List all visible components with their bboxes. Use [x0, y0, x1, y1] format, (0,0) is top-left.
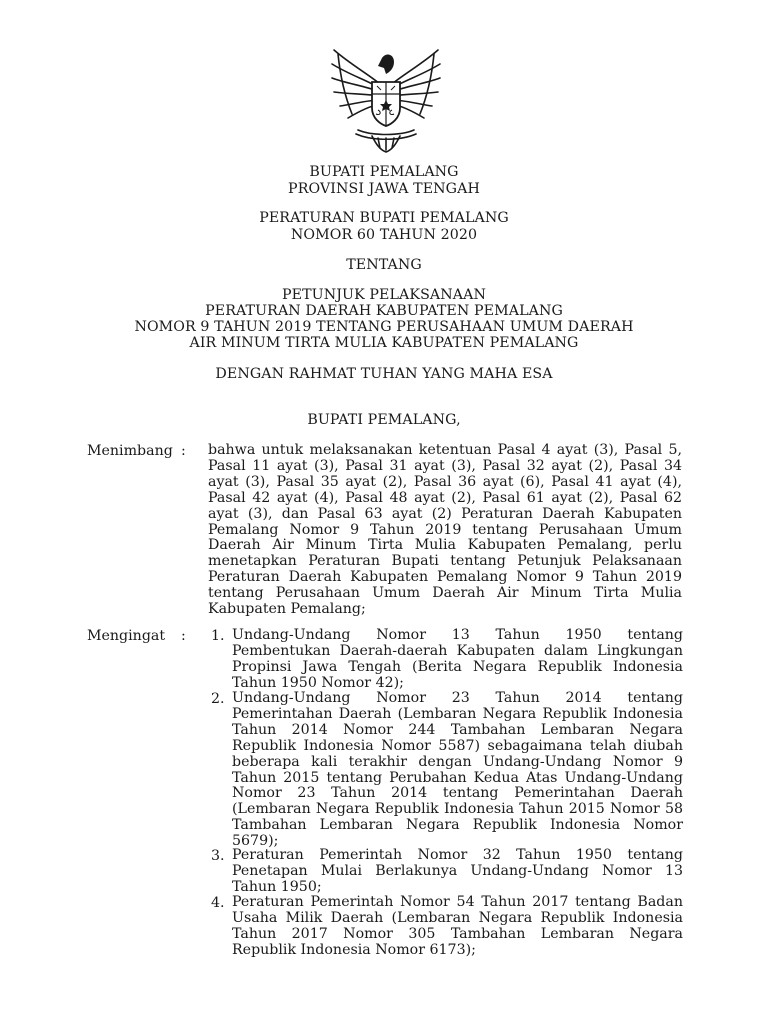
mengingat-item-line: Tahun 1950 Nomor 42); [232, 674, 404, 691]
menimbang-label: Menimbang [87, 443, 173, 459]
menimbang-line: Pemalang Nomor 9 Tahun 2019 tentang Perusahaan Umum [208, 521, 682, 538]
mengingat-item-line: Peraturan Pemerintah Nomor 54 Tahun 2017 tentang Badan [232, 894, 683, 910]
menimbang-line: menetapkan Peraturan Bupati tentang Petunjuk Pelaksanaan [208, 553, 682, 570]
menimbang-line: ayat (3), dan Pasal 63 ayat (2) Peraturan Daerah Kabupaten [208, 505, 682, 522]
menimbang-line: bahwa untuk melaksanakan ketentuan Pasal 4 ayat (3), Pasal 5, [208, 442, 682, 458]
mengingat-item-line: 5679); [232, 833, 279, 850]
menimbang-line: Peraturan Daerah Kabupaten Pemalang Nomor 9 Tahun 2019 [208, 569, 682, 586]
mengingat-item-line: Usaha Milik Daerah (Lembaran Negara Republik Indonesia [232, 909, 683, 926]
mengingat-item-number: 1. [211, 628, 225, 644]
menimbang-line: Pasal 42 ayat (4), Pasal 48 ayat (2), Pasal 61 ayat (2), Pasal 62 [208, 489, 682, 506]
mengingat-item-line: (Lembaran Negara Republik Indonesia Tahun 2015 Nomor 58 [232, 801, 683, 818]
regulation-number: NOMOR 60 TAHUN 2020 [290, 227, 478, 243]
mengingat-item-line: Tahun 1950; [232, 878, 322, 895]
subject-line-4: AIR MINUM TIRTA MULIA KABUPATEN PEMALANG [189, 335, 579, 351]
mengingat-item-line: Peraturan Pemerintah Nomor 32 Tahun 1950 tentang [232, 847, 683, 863]
mengingat-item-line: Pemerintahan Daerah (Lembaran Negara Republik Indonesia [232, 705, 683, 722]
mengingat-item-line: Propinsi Jawa Tengah (Berita Negara Republik Indonesia [232, 658, 683, 675]
about-heading: TENTANG [346, 257, 422, 273]
garuda-emblem-icon [328, 44, 444, 156]
mengingat-item-line: Nomor 23 Tahun 2014 tentang Pemerintahan Daerah [232, 785, 683, 802]
subject-line-3: NOMOR 9 TAHUN 2019 TENTANG PERUSAHAAN UMUM DAERAH [134, 319, 634, 335]
menimbang-line: Daerah Air Minum Tirta Mulia Kabupaten Pemalang, perlu [208, 537, 682, 554]
regulation-title: PERATURAN BUPATI PEMALANG [259, 210, 509, 226]
mengingat-item-line: Pembentukan Daerah-daerah Kabupaten dalam Lingkungan [232, 642, 683, 659]
mengingat-item-2 [232, 691, 683, 850]
mengingat-item-4 [232, 895, 683, 959]
blessing-line: DENGAN RAHMAT TUHAN YANG MAHA ESA [215, 366, 553, 382]
subject-line-2: PERATURAN DAERAH KABUPATEN PEMALANG [205, 303, 563, 319]
issuer-line: BUPATI PEMALANG, [307, 412, 461, 428]
mengingat-item-3 [232, 848, 683, 896]
office-title: BUPATI PEMALANG [309, 164, 459, 180]
mengingat-item-number: 3. [211, 848, 225, 864]
mengingat-item-line: Undang-Undang Nomor 23 Tahun 2014 tentang [232, 690, 683, 706]
subject-line-1: PETUNJUK PELAKSANAAN [282, 287, 486, 303]
menimbang-line: Kabupaten Pemalang; [208, 601, 366, 618]
menimbang-paragraph [208, 443, 682, 618]
mengingat-item-line: beberapa kali terakhir dengan Undang-Undang Nomor 9 [232, 753, 683, 770]
mengingat-colon: : [181, 628, 186, 644]
mengingat-item-line: Tahun 2015 tentang Perubahan Kedua Atas Undang-Undang [232, 769, 683, 786]
mengingat-item-number: 4. [211, 895, 225, 911]
mengingat-item-line: Tambahan Lembaran Negara Republik Indonesia Nomor [232, 817, 683, 834]
mengingat-item-1 [232, 628, 683, 692]
mengingat-item-line: Republik Indonesia Nomor 6173); [232, 941, 476, 958]
menimbang-line: tentang Perusahaan Umum Daerah Air Minum Tirta Mulia [208, 585, 682, 602]
mengingat-item-line: Republik Indonesia Nomor 5587) sebagaimana telah diubah [232, 737, 683, 754]
menimbang-line: Pasal 11 ayat (3), Pasal 31 ayat (3), Pasal 32 ayat (2), Pasal 34 [208, 457, 682, 474]
menimbang-line: ayat (3), Pasal 35 ayat (2), Pasal 36 ayat (6), Pasal 41 ayat (4), [208, 473, 682, 490]
mengingat-item-line: Tahun 2014 Nomor 244 Tambahan Lembaran Negara [232, 721, 683, 738]
menimbang-colon: : [181, 443, 186, 459]
province-title: PROVINSI JAWA TENGAH [288, 181, 480, 197]
mengingat-item-line: Tahun 2017 Nomor 305 Tambahan Lembaran Negara [232, 925, 683, 942]
mengingat-item-number: 2. [211, 691, 225, 707]
mengingat-item-line: Undang-Undang Nomor 13 Tahun 1950 tentang [232, 627, 683, 643]
mengingat-item-line: Penetapan Mulai Berlakunya Undang-Undang Nomor 13 [232, 862, 683, 879]
mengingat-label: Mengingat [87, 628, 166, 644]
